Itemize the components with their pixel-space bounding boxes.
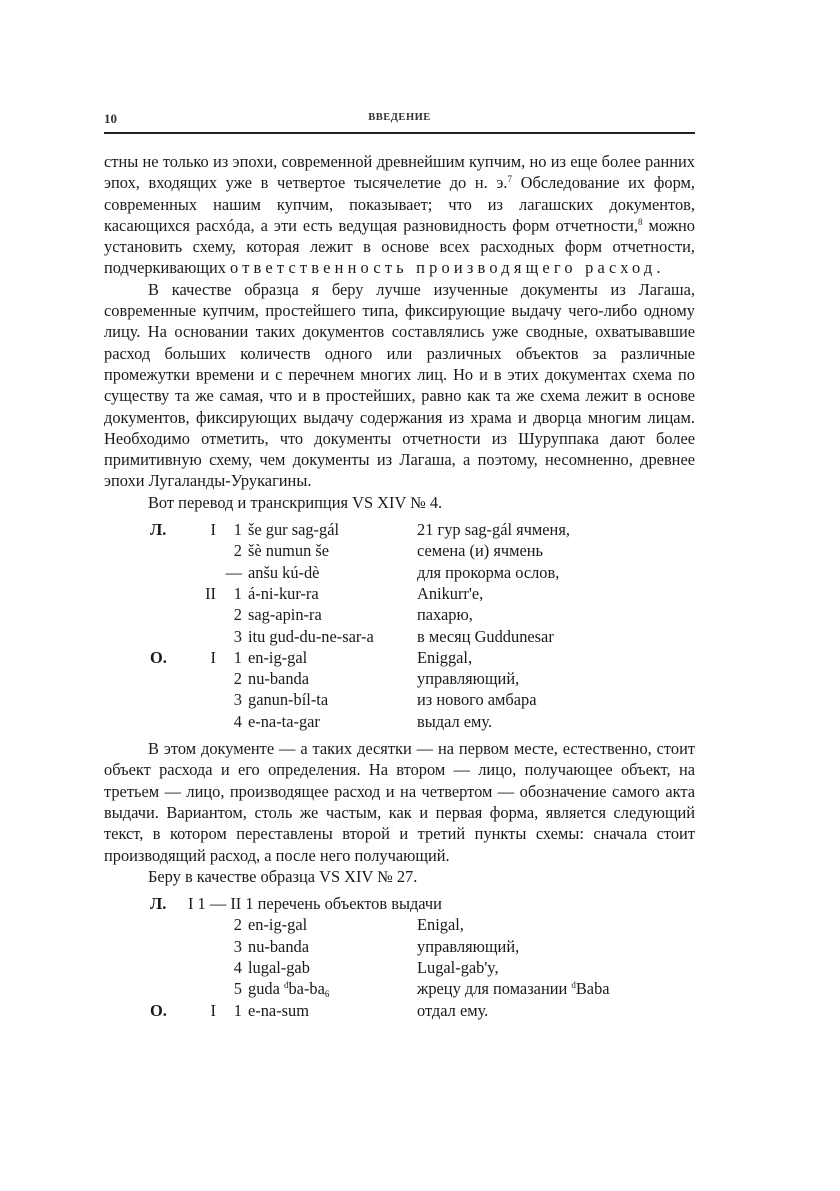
transliteration: en-ig-gal (248, 647, 308, 667)
example-row (104, 519, 695, 540)
side-label (104, 562, 188, 583)
transliteration: ganun-bíl-ta (248, 690, 329, 710)
example-row (104, 914, 695, 935)
column-number (188, 957, 220, 978)
determinative: d (571, 980, 576, 991)
example-row (104, 668, 695, 689)
side-label: О. (150, 1000, 167, 1020)
paragraph-text: стны не только из эпохи, современной древнейшим купчим, но из еще более ранних эпох, входящих уже в четвертое тысячелетие до н. э. (104, 152, 695, 193)
column-number (188, 626, 220, 647)
column-number (188, 711, 220, 732)
example-row (104, 711, 695, 732)
column-number: II (205, 583, 216, 603)
line-number: 2 (233, 915, 242, 935)
line-number: 1 (233, 647, 242, 667)
translation: Enigal, (417, 915, 464, 935)
translation-text: Baba (575, 979, 610, 999)
line-number: 4 (233, 711, 242, 731)
body-text (104, 151, 695, 1027)
paragraph-text: . (656, 258, 661, 278)
side-label (104, 626, 188, 647)
line-number: 1 (233, 1000, 242, 1020)
side-label (104, 668, 188, 689)
footnote-ref-8[interactable]: 8 (638, 216, 643, 227)
transliteration: nu-banda (248, 936, 309, 956)
line-number: 1 (233, 520, 242, 540)
column-number (188, 668, 220, 689)
determinative: d (283, 980, 289, 991)
side-label: О. (150, 647, 167, 667)
transliteration: I 1 — II 1 перечень объектов выдачи (188, 894, 442, 914)
line-number: 2 (233, 541, 242, 561)
translation: Anikurr'e, (417, 583, 484, 603)
column-number: I (210, 647, 216, 667)
column-number (188, 604, 220, 625)
line-number: 3 (233, 936, 242, 956)
line-number: 3 (233, 626, 242, 646)
transliteration: á-ni-kur-ra (248, 583, 319, 603)
translit-text: ba-ba (288, 979, 325, 999)
example-row (104, 1000, 695, 1021)
example-vs-xiv-4 (104, 519, 695, 732)
translation: 21 гур sag-gál ячменя, (417, 520, 570, 540)
translation: для прокорма ослов, (417, 562, 560, 582)
column-number (188, 978, 220, 999)
side-label (104, 689, 188, 710)
translation: в месяц Guddunesar (417, 626, 554, 646)
sign-index: 6 (324, 989, 330, 1000)
paragraph-2: В качестве образца я беру лучше изученные документы из Лагаша, современные купчим, простейшего типа, фиксирующие выдачу чего-либо одному лицу. На основании таких документов составлялись уже сводные, охватывавшие расход больших количеств одного или различных объектов за различные промежутки времени и с перечнем многих лиц. Но и в этих документах схема по существу та же самая, что и в простейших, равно как та же схема лежит в основе документов, фиксирующих выдачу содержания из храма и дворца многим лицам. Необходимо отметить, что документы отчетности из Шуруппака дают более примитивную схему, чем документы из Лагаша, а поэтому, несомненно, древнее эпохи Лугаланды-Урукагины. (104, 279, 695, 491)
line-number: 2 (233, 669, 242, 689)
line-number: 2 (233, 605, 242, 625)
translation: Eniggal, (417, 647, 473, 667)
translation: пахарю, (417, 605, 473, 625)
column-number (188, 540, 220, 561)
column-number (188, 562, 220, 583)
footnote-ref-7[interactable]: 7 (507, 174, 513, 185)
side-label (104, 957, 188, 978)
transliteration: e-na-ta-gar (248, 711, 320, 731)
transliteration: en-ig-gal (248, 915, 308, 935)
example-row (104, 936, 695, 957)
line-number: 1 (233, 583, 242, 603)
translation: Lugal-gab'y, (417, 957, 499, 977)
column-number (188, 689, 220, 710)
transliteration: še gur sag-gál (248, 520, 340, 540)
example-vs-xiv-27 (104, 893, 695, 1021)
translation (417, 978, 610, 999)
transliteration: anšu kú-dè (248, 562, 320, 582)
example-row (104, 583, 695, 604)
line-number: 4 (233, 957, 242, 977)
example-row (104, 647, 695, 668)
transliteration: itu gud-du-ne-sar-a (248, 626, 374, 646)
translation: выдал ему. (417, 711, 493, 731)
example-row (104, 540, 695, 561)
example-row (104, 957, 695, 978)
side-label (104, 978, 188, 999)
translit-text: guda (248, 979, 284, 999)
page-number: 10 (104, 111, 117, 126)
paragraph-3: Вот перевод и транскрипция VS XIV № 4. (148, 492, 443, 512)
line-number: 5 (233, 979, 242, 999)
running-title: ВВЕДЕНИЕ (368, 112, 431, 123)
side-label (104, 914, 188, 935)
column-number: I (210, 1000, 216, 1020)
transliteration: e-na-sum (248, 1000, 309, 1020)
translation: из нового амбара (417, 690, 537, 710)
paragraph-text: можно установить схему, которая лежит в основе всех расходных форм отчетности, подчеркивающих (104, 215, 695, 278)
translation: отдал ему. (417, 1000, 489, 1020)
column-number (188, 936, 220, 957)
side-label (104, 583, 188, 604)
translation-text: жрецу для помазании (417, 979, 572, 999)
side-label (104, 540, 188, 561)
emphasized-text: ответственность производящего расход (230, 258, 657, 278)
transliteration: sag-apin-ra (248, 605, 322, 625)
column-number: I (210, 520, 216, 540)
transliteration: lugal-gab (248, 957, 310, 977)
paragraph-5: Беру в качестве образца VS XIV № 27. (148, 866, 418, 886)
transliteration: nu-banda (248, 669, 309, 689)
transliteration: šè numun še (248, 541, 330, 561)
example-row (104, 978, 695, 999)
example-row (104, 562, 695, 583)
example-row (104, 689, 695, 710)
line-number: — (225, 562, 242, 582)
side-label: Л. (150, 894, 167, 914)
paragraph-text: Обследование их форм, современных нашим купчим, показывает; что из лагашских документов, касающихся расхóда, а эти есть ведущая разновидность форм отчетности, (104, 173, 695, 235)
paragraph-1 (104, 151, 695, 279)
transliteration (248, 978, 417, 999)
translation: управляющий, (417, 669, 520, 689)
example-row (104, 604, 695, 625)
translation: семена (и) ячмень (417, 541, 544, 561)
line-number: 3 (233, 690, 242, 710)
example-row (104, 893, 695, 914)
column-number (188, 914, 220, 935)
translation: управляющий, (417, 936, 520, 956)
side-label (104, 604, 188, 625)
side-label (104, 711, 188, 732)
side-label (104, 936, 188, 957)
page-header (104, 110, 695, 134)
paragraph-4: В этом документе — а таких десятки — на первом месте, естественно, стоит объект расхода и его определения. На втором — лицо, получающее объект, на третьем — лицо, производящее расход и на четвертом — обозначение самого акта выдачи. Вариантом, столь же частым, как и первая форма, является следующий текст, в котором переставлены второй и третий пункты схемы: сначала стоит производящий расход, а после него получающий. (104, 739, 695, 865)
side-label: Л. (150, 520, 167, 540)
example-row (104, 626, 695, 647)
